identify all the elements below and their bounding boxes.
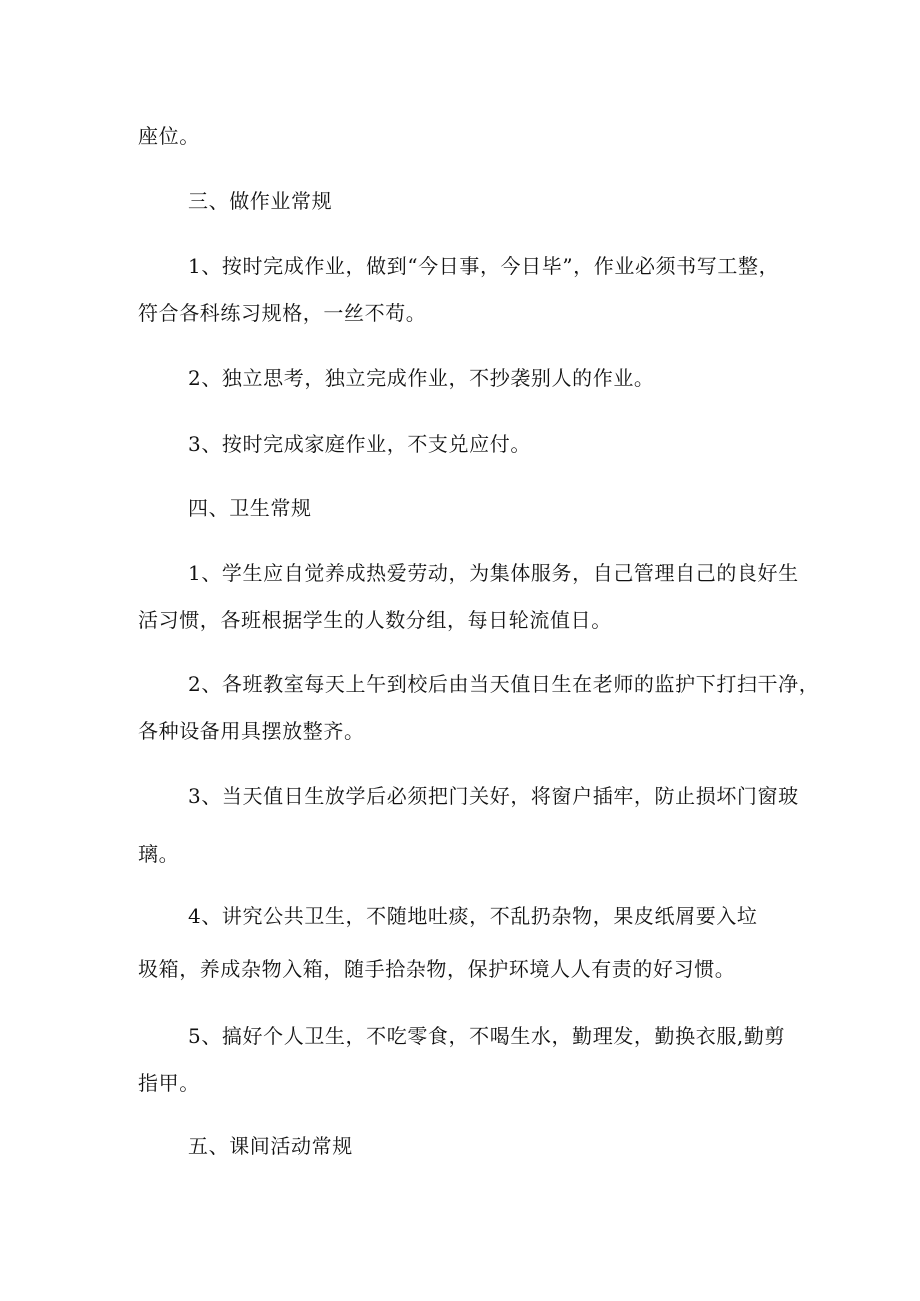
section-heading-homework: 三、做作业常规 [188,189,333,213]
text-line: 圾箱，养成杂物入箱，随手拾杂物，保护环境人人有责的好习惯。 [138,957,736,981]
text-line-continuation: 座位。 [138,124,200,148]
section-heading-hygiene: 四、卫生常规 [188,496,312,520]
text-line: 2、各班教室每天上午到校后由当天值日生在老师的监护下打扫干净， [188,672,820,696]
text-line: 3、当天值日生放学后必须把门关好，将窗户插牢，防止损坏门窗玻 [188,784,799,808]
text-line: 5、搞好个人卫生，不吃零食，不喝生水，勤理发，勤换衣服,勤剪 [188,1024,786,1048]
text-line: 1、学生应自觉养成热爱劳动，为集体服务，自己管理自己的良好生 [188,561,799,585]
text-line: 活习惯，各班根据学生的人数分组，每日轮流值日。 [138,608,612,632]
text-line: 指甲。 [138,1071,200,1095]
text-line: 3、按时完成家庭作业，不支兑应付。 [188,432,531,456]
text-line: 符合各科练习规格，一丝不苟。 [138,301,427,325]
text-line: 4、讲究公共卫生，不随地吐痰，不乱扔杂物，果皮纸屑要入垃 [188,904,758,928]
text-line: 2、独立思考，独立完成作业，不抄袭别人的作业。 [188,366,655,390]
text-line: 璃。 [138,842,180,866]
text-line: 1、按时完成作业，做到“今日事，今日毕”，作业必须书写工整， [188,254,780,278]
section-heading-recess: 五、课间活动常规 [188,1134,353,1158]
text-line: 各种设备用具摆放整齐。 [138,719,365,743]
